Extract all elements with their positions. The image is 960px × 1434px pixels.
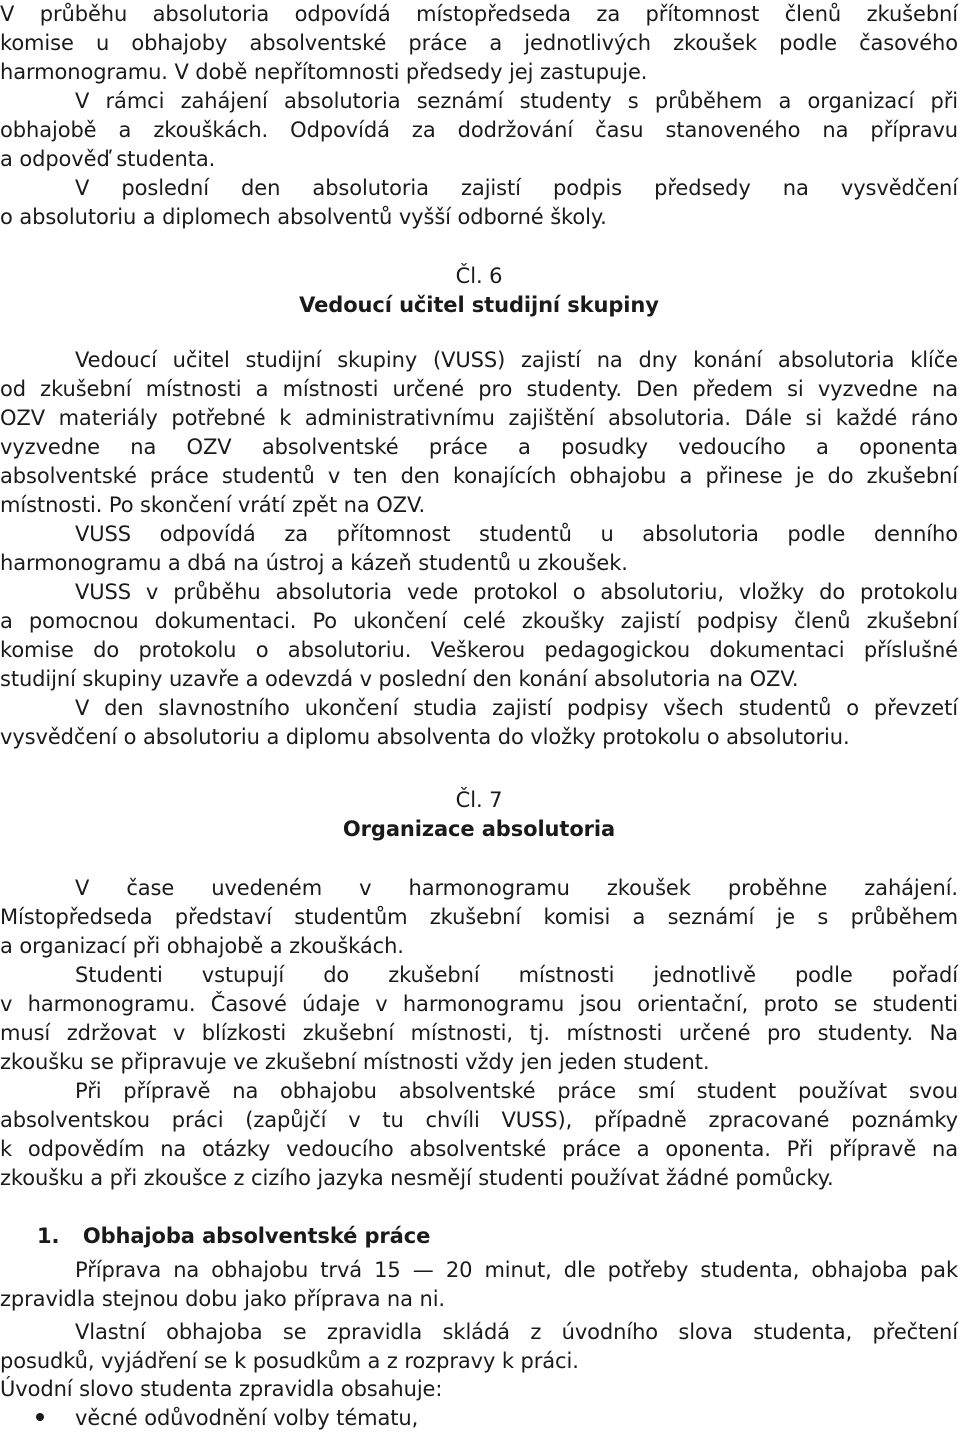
text-line: V poslední den absolutoria zajistí podpis předsedy na vysvědčení [75, 176, 958, 200]
text-line: absolventské práce studentů v ten den konajících obhajobu a přinese je do zkušební [0, 464, 958, 488]
text-line: a odpověď studenta. [0, 147, 216, 171]
text-line: VUSS v průběhu absolutoria vede protokol o absolutoriu, vložky do protokolu [75, 580, 958, 604]
text-line: Místopředseda představí studentům zkušební komisi a seznámí je s průběhem [0, 905, 958, 929]
text-line: V průběhu absolutoria odpovídá místopředseda za přítomnost členů zkušební [0, 2, 958, 26]
text-line: OZV materiály potřebné k administrativnímu zajištění absolutoria. Dále si každé ráno [0, 406, 958, 430]
text-line: zpravidla stejnou dobu jako příprava na ni. [0, 1287, 446, 1311]
section-number: 1. [37, 1224, 60, 1248]
article-number: Čl. 6 [455, 264, 503, 288]
text-line: o absolutoriu a diplomech absolventů vyšší odborné školy. [0, 205, 607, 229]
text-line: harmonogramu. V době nepřítomnosti předsedy jej zastupuje. [0, 60, 648, 84]
text-line: vysvědčení o absolutoriu a diplomu absolventa do vložky protokolu o absolutoriu. [0, 725, 850, 749]
text-line: V čase uvedeném v harmonogramu zkoušek proběhne zahájení. [75, 876, 958, 900]
text-line: obhajobě a zkouškách. Odpovídá za dodržování času stanoveného na přípravu [0, 118, 958, 142]
text-line: posudků, vyjádření se k posudkům a z rozpravy k práci. [0, 1349, 579, 1373]
text-line: vyzvedne na OZV absolventské práce a posudky vedoucího a oponenta [0, 435, 958, 459]
article-number: Čl. 7 [455, 788, 503, 812]
text-line: studijní skupiny uzavře a odevzdá v poslední den konání absolutoria na OZV. [0, 667, 799, 691]
text-line: k odpovědím na otázky vedoucího absolventské práce a oponenta. Při přípravě na [0, 1137, 958, 1161]
article-title: Organizace absolutoria [342, 817, 616, 841]
text-line: zkoušku a při zkoušce z cizího jazyka nesmějí studenti používat žádné pomůcky. [0, 1166, 834, 1190]
article-title: Vedoucí učitel studijní skupiny [299, 293, 659, 317]
text-line: Vedoucí učitel studijní skupiny (VUSS) zajistí na dny konání absolutoria klíče [75, 348, 958, 372]
text-line: Při přípravě na obhajobu absolventské práce smí student používat svou [75, 1079, 958, 1103]
text-line: Příprava na obhajobu trvá 15 — 20 minut, dle potřeby studenta, obhajoba pak [75, 1258, 958, 1282]
text-line: komise do protokolu o absolutoriu. Veškerou pedagogickou dokumentaci příslušné [0, 638, 958, 662]
text-line: Vlastní obhajoba se zpravidla skládá z úvodního slova studenta, přečtení [75, 1320, 958, 1344]
text-line: VUSS odpovídá za přítomnost studentů u absolutoria podle denního [75, 522, 958, 546]
text-line: V den slavnostního ukončení studia zajistí podpisy všech studentů o převzetí [75, 696, 958, 720]
text-line: Studenti vstupují do zkušební místnosti jednotlivě podle pořadí [75, 963, 958, 987]
text-line: harmonogramu a dbá na ústroj a kázeň studentů u zkoušek. [0, 551, 628, 575]
text-line: komise u obhajoby absolventské práce a jednotlivých zkoušek podle časového [0, 31, 958, 55]
text-line: V rámci zahájení absolutoria seznámí studenty s průběhem a organizací při [75, 89, 958, 113]
text-line: absolventskou práci (zapůjčí v tu chvíli VUSS), případně zpracované poznámky [0, 1108, 958, 1132]
text-line: místnosti. Po skončení vrátí zpět na OZV. [0, 493, 426, 517]
bullet-icon [36, 1413, 44, 1421]
list-item: věcné odůvodnění volby tématu, [75, 1406, 419, 1430]
text-line: Úvodní slovo studenta zpravidla obsahuje: [0, 1377, 443, 1401]
section-title: Obhajoba absolventské práce [82, 1224, 431, 1248]
text-line: zkoušku se připravuje ve zkušební místnosti vždy jen jeden student. [0, 1050, 710, 1074]
section-heading [0, 1222, 958, 1251]
text-line: a organizací při obhajobě a zkouškách. [0, 934, 404, 958]
text-line: a pomocnou dokumentaci. Po ukončení celé zkoušky zajistí podpisy členů zkušební [0, 609, 958, 633]
text-line: musí zdržovat v blízkosti zkušební místnosti, tj. místnosti určené pro studenty. Na [0, 1021, 958, 1045]
text-line: od zkušební místnosti a místnosti určené pro studenty. Den předem si vyzvedne na [0, 377, 958, 401]
text-line: v harmonogramu. Časové údaje v harmonogramu jsou orientační, proto se studenti [0, 992, 958, 1016]
